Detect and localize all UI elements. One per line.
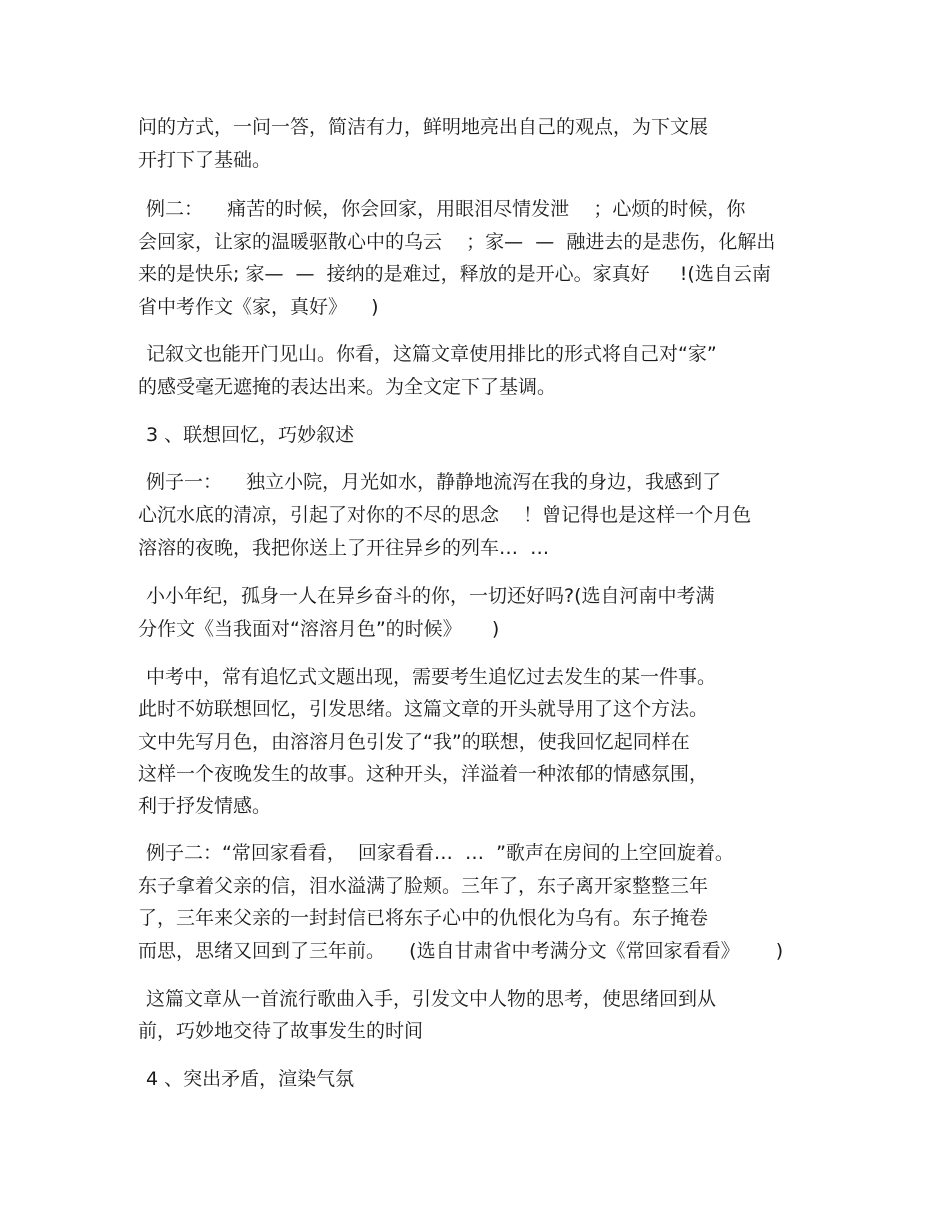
text-line: 而思，思绪又回到了三年前。 (选自甘肃省中考满分文《常回家看看》 ) xyxy=(138,940,784,962)
text-line: 的感受毫无遮掩的表达出来。为全文定下了基调。 xyxy=(138,376,557,398)
text-line: 了，三年来父亲的一封封信已将东子心中的仇恨化为乌有。东子掩卷 xyxy=(138,907,709,929)
text-line: 这样一个夜晚发生的故事。这种开头，洋溢着一种浓郁的情感氛围， xyxy=(138,763,709,785)
section-heading: 4 、突出矛盾，渲染气氛 xyxy=(146,1068,355,1090)
text-line: 东子拿着父亲的信，泪水溢满了脸颊。三年了，东子离开家整整三年 xyxy=(138,875,709,897)
text-line: 问的方式，一问一答，简洁有力，鲜明地亮出自己的观点，为下文展 xyxy=(138,116,709,138)
text-line: 中考中，常有追忆式文题出现，需要考生追忆过去发生的某一件事。 xyxy=(146,666,717,688)
text-line: 例子二：“常回家看看， 回家看看… … ”歌声在房间的上空回旋着。 xyxy=(146,842,734,864)
section-heading: 3 、联想回忆，巧妙叙述 xyxy=(146,424,355,446)
text-line: 记叙文也能开门见山。你看，这篇文章使用排比的形式将自己对“家” xyxy=(146,343,717,365)
text-line: 开打下了基础。 xyxy=(138,149,272,171)
text-line: 省中考作文《家，真好》 ) xyxy=(138,296,379,318)
text-line: 文中先写月色，由溶溶月色引发了“我”的联想，使我回忆起同样在 xyxy=(138,731,690,753)
text-line: 小小年纪，孤身一人在异乡奋斗的你，一切还好吗?(选自河南中考满 xyxy=(146,585,715,607)
text-line: 例二： 痛苦的时候，你会回家，用眼泪尽情发泄 ；心烦的时候，你 xyxy=(146,198,746,220)
text-line: 来的是快乐; 家— — 接纳的是难过，释放的是开心。家真好 !(选自云南 xyxy=(138,263,771,285)
text-line: 这篇文章从一首流行歌曲入手，引发文中人物的思考，使思绪回到从 xyxy=(146,988,717,1010)
text-line: 分作文《当我面对“溶溶月色”的时候》 ) xyxy=(138,618,500,640)
text-line: 溶溶的夜晚，我把你送上了开往异乡的列车… … xyxy=(138,537,550,559)
text-line: 利于抒发情感。 xyxy=(138,795,272,817)
text-line: 会回家，让家的温暖驱散心中的乌云 ；家— — 融进去的是悲伤，化解出 xyxy=(138,231,776,253)
text-line: 此时不妨联想回忆，引发思绪。这篇文章的开头就导用了这个方法。 xyxy=(138,698,709,720)
text-line: 例子一： 独立小院，月光如水，静静地流泻在我的身边，我感到了 xyxy=(146,471,722,493)
text-line: 心沉水底的清凉，引起了对你的不尽的思念 ！曾记得也是这样一个月色 xyxy=(138,504,752,526)
text-line: 前，巧妙地交待了故事发生的时间 xyxy=(138,1020,424,1042)
